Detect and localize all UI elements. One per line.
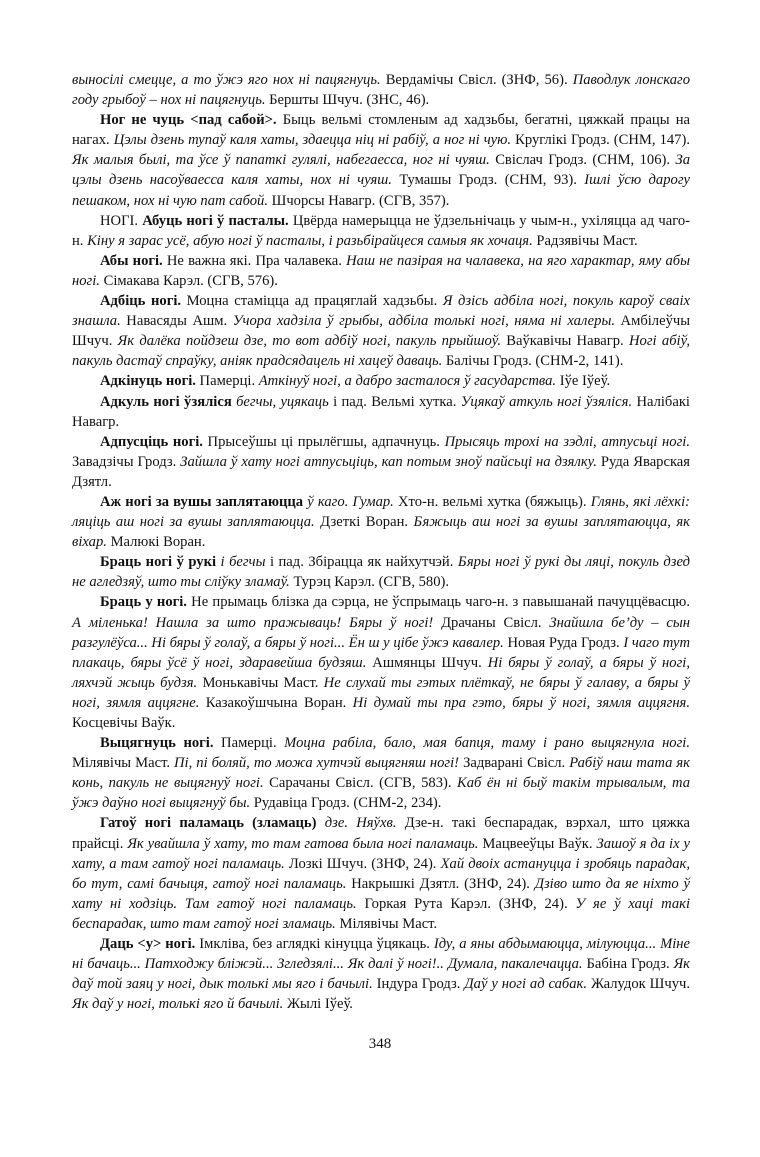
dictionary-entry	[72, 733, 690, 813]
entry-text: Драчаны Свісл.	[433, 614, 550, 631]
example-text: Як даў той заяц у ногі, дык толькі мы яго і бачылі.	[72, 956, 690, 993]
entry-text: Казакоўшчына Воран.	[199, 694, 353, 711]
entry-text: Памерці.	[213, 735, 285, 752]
entry-text: Мілявічы Маст.	[72, 755, 175, 772]
entry-text: Новая Руда Гродз.	[503, 634, 624, 651]
entry-text: Дзеткі Воран.	[314, 514, 414, 531]
example-text: Каб ён ні быў такім трывалым, та ўжэ даўно ногі выцягнуў бы.	[72, 775, 690, 812]
entry-text: Горкая Рута Карэл. (ЗНФ, 24).	[356, 895, 576, 912]
headword: Выцягнуць ногі.	[100, 735, 214, 752]
example-text: Аткінуў ногі, а дабро засталося ў гасударства.	[258, 373, 557, 390]
entry-text: Не важна які. Пра чалавека.	[162, 252, 347, 269]
entry-text: Налібакі Навагр.	[72, 393, 690, 430]
entry-text: Вердамічы Свісл. (ЗНФ, 56).	[380, 72, 573, 88]
entry-text: Накрышкі Дзятл. (ЗНФ, 24).	[346, 875, 535, 892]
entry-text: Мілявічы Маст.	[335, 915, 438, 932]
entry-text: Жылі Іўеў.	[283, 996, 353, 1013]
example-text: Хай двоіх астануцца і зробяць парадак, бо тут, самі бачыця, гатоў ногі паламаць.	[72, 855, 690, 892]
entry-text: Ваўкавічы Навагр.	[500, 333, 630, 350]
entry-text: Імкліва, без аглядкі кінуцца ўцякаць.	[195, 936, 434, 953]
example-text: А міленька! Нашла за што пражываць! Бяры ў ногі!	[72, 614, 434, 631]
dictionary-entry	[72, 492, 690, 552]
headword: Даць <у> ногі.	[100, 936, 196, 953]
example-text: Кіну я зарас усё, абую ногі ў пасталы, і разьбірайцеся самыя як хочаця.	[87, 232, 533, 249]
headword: Адкуль ногі ўзяліся	[100, 393, 232, 410]
entry-text: Мацвееўцы Ваўк.	[478, 835, 597, 852]
example-text: бегчы, уцякаць	[236, 393, 329, 410]
entry-text: Свіслач Гродз. (СНМ, 106).	[489, 152, 676, 169]
entry-text: Жалудок Шчуч.	[587, 976, 691, 993]
entry-text: Завадзічы Гродз.	[72, 453, 181, 470]
example-text: Як увайшла ў хату, то там гатова была ногі паламаць.	[127, 835, 479, 852]
entries-column	[72, 70, 690, 1014]
example-text: Даў у ногі ад сабак.	[464, 976, 588, 993]
entry-text	[317, 815, 325, 831]
example-text: Іду, а яны абдымаюцца, мілуюцца... Міне ні бачаць... Патходжу бліжэй... Згледзялі... Як далі ў ногі!.. Думала, пакалечацца.	[72, 936, 690, 973]
example-text: выносілі смецце, а то ўжэ яго нох ні пацягнуць.	[72, 72, 381, 88]
entry-text: Сімакава Карэл. (СГВ, 576).	[99, 272, 278, 289]
entry-text: НОГІ.	[100, 212, 143, 229]
dictionary-entry	[72, 251, 690, 291]
entry-text: Малюкі Воран.	[106, 534, 206, 551]
entry-text: Моцна стаміцца ад працяглай хадзьбы.	[181, 293, 443, 310]
entry-text: Турэц Карэл. (СГВ, 580).	[289, 574, 450, 591]
headword: Браць ногі ў рукі	[100, 554, 217, 571]
entry-text: Іўе Іўеў.	[556, 373, 611, 390]
dictionary-entry	[72, 110, 690, 210]
example-text: Ні бяры ў голаў, а бяры ў ногі, ляхчэй жыць будзя.	[72, 654, 690, 691]
entry-text: Быць вельмі стомленым ад хадзьбы, бегатні, цяжкай працы на нагах.	[72, 112, 690, 149]
entry-text: Круглікі Гродз. (СНМ, 147).	[511, 132, 690, 149]
example-text: І чаго тут плакаць, бяры ўсё ў ногі, здаравейша будзяш.	[72, 634, 691, 671]
dictionary-entry	[72, 291, 690, 371]
entry-text: і пад. Вельмі хутка.	[328, 393, 461, 410]
example-text: Наш не пазірая на чалавека, на яго характар, яму абы ногі.	[72, 252, 690, 289]
dictionary-entry	[72, 552, 690, 592]
example-text: Я дзісь адбіла ногі, покуль кароў сваіх знашла.	[72, 293, 690, 330]
entry-text: Індура Гродз.	[372, 976, 465, 993]
entry-text: Навасяды Ашм.	[120, 313, 233, 330]
headword: Абуць ногі ў пасталы.	[142, 212, 289, 229]
dictionary-entry	[72, 432, 690, 492]
headword: Аж ногі за вушы заплятаюцца	[100, 493, 304, 510]
dictionary-entry	[72, 592, 690, 733]
example-text: Глянь, які лёхкі: ляціць аш ногі за вушы заплятаюцца.	[72, 493, 690, 531]
example-text: Учора хадзіла ў грыбы, адбіла толькі ногі, няма ні халеры.	[232, 313, 615, 330]
example-text: Зашоў я да іх у хату, а там гатоў ногі паламаць.	[72, 835, 690, 872]
entry-text: Балічы Гродз. (СНМ-2, 141).	[442, 353, 624, 370]
example-text: Уцякаў аткуль ногі ўзяліся.	[460, 393, 633, 410]
dictionary-entry	[72, 371, 690, 391]
example-text: За цэлы дзень насоўваесса каля хаты, нох ні чуяш.	[72, 152, 690, 189]
dictionary-entry	[72, 934, 690, 1014]
example-text: Ішлі ўсю дарогу пешаком, нох ні чую пат сабой.	[72, 172, 690, 209]
example-text: Рабіў наш тата як конь, пакуль не выцягнуў ногі.	[72, 755, 690, 792]
example-text: Не слухай ты гэтых плёткаў, не бяры ў галаву, а бяры ў ногі, зямля аццягне.	[72, 674, 691, 711]
headword: Адпусціць ногі.	[100, 433, 203, 450]
entry-text: Памерці.	[195, 373, 259, 390]
dictionary-entry	[72, 70, 690, 110]
page-number: 348	[368, 1036, 392, 1052]
entry-text: Задварані Свісл.	[459, 755, 570, 772]
entry-text: Бершты Шчуч. (ЗНС, 46).	[265, 92, 430, 109]
example-text: дзе. Няўхв.	[324, 815, 397, 832]
example-text: Як малыя былі, та ўсе ў папаткі гулялі, набегаесса, ног ні чуяш.	[72, 152, 490, 169]
dictionary-entry	[72, 211, 690, 251]
entry-text: Не прымаць блізка да сэрца, не ўспрымаць чаго-н. з павышанай пачуццёвасцю.	[186, 594, 690, 611]
example-text: і бегчы	[220, 554, 266, 571]
example-text: Зайшла ў хату ногі атпусьціць, кап потым зноў пайсьці на дзялку.	[180, 453, 597, 470]
example-text: Ні думай ты пра гэто, бяры ў ногі, зямля аццягня.	[352, 694, 690, 711]
headword: Гатоў ногі паламаць (зламаць)	[100, 815, 317, 832]
example-text: Як даў у ногі, толькі яго й бачылі.	[72, 996, 284, 1013]
entry-text: Прысеўшы ці прылёгшы, адпачнуць.	[202, 433, 445, 450]
example-text: Дзіво што да яе ніхто ў хату ні ходзіць. Там гатоў ногі паламаць.	[72, 875, 690, 912]
example-text: Бяры ногі ў рукі ды ляці, покуль дзед не агледзяў, што ты сліўку зламаў.	[72, 554, 690, 591]
entry-text: і пад. Збірацца як найхутчэй.	[265, 554, 458, 571]
entry-text: Косцевічы Ваўк.	[72, 715, 176, 731]
headword: Адкінуць ногі.	[100, 373, 196, 390]
example-text: Знайшла бе’ду – сын разгулёўса... Ні бяры ў голаў, а бяры ў ногі... Ён ш у цібе ўжэ кавалер.	[72, 614, 690, 651]
entry-text: Дзе-н. такі беспарадак, вэрхал, што цяжка прайсці.	[72, 815, 690, 852]
example-text: У яе ў хаці такі беспарадак, што там гатоў ногі зламаць.	[72, 895, 691, 932]
example-text: Прысяць трохі на зэдлі, атпусьці ногі.	[444, 433, 690, 450]
entry-text: Руда Яварская Дзятл.	[72, 453, 691, 490]
example-text: Цэлы дзень тупаў каля хаты, здаецца ніц ні рабіў, а ног ні чую.	[113, 132, 512, 149]
example-text: ў каго. Гумар.	[307, 493, 394, 510]
example-text: Ногі абіў, пакуль дастаў спраўку, аніяк прадсядацель ні хацеў даваць.	[72, 333, 691, 370]
entry-text: Тумашы Гродз. (СНМ, 93).	[391, 172, 585, 189]
entry-text: Рудавіца Гродз. (СНМ-2, 234).	[250, 795, 442, 812]
entry-text: Шчорсы Навагр. (СГВ, 357).	[267, 192, 450, 209]
headword: Адбіць ногі.	[100, 293, 182, 310]
entry-text: Лозкі Шчуч. (ЗНФ, 24).	[284, 855, 441, 872]
example-text: Паводлук лонскаго году грыбоў – нох ні пацягнуць.	[72, 72, 690, 109]
entry-text: Монькавічы Маст.	[197, 674, 324, 691]
entry-text: Ашмянцы Шчуч.	[366, 654, 488, 671]
example-text: Пі, пі боляй, то можа хутчэй выцягняш ногі!	[174, 755, 460, 772]
entry-text: Хто-н. вельмі хутка (бяжыць).	[393, 493, 591, 510]
example-text: Моцна рабіла, бало, мая бапця, таму і рано выцягнула ногі.	[284, 735, 690, 752]
example-text: Бяжыць аш ногі за вушы заплятаюцца, як віхар.	[72, 514, 691, 551]
entry-text: Бабіна Гродз.	[582, 956, 674, 973]
example-text: Як далёка пойдзеш дзе, то вот адбіў ногі, пакуль прыйшоў.	[117, 333, 501, 350]
entry-text: Сарачаны Свісл. (СГВ, 583).	[263, 775, 458, 792]
entry-text: Цвёрда намерыцца не ўдзельнічаць у чым-н., ухіляцца ад чаго-н.	[72, 212, 690, 249]
headword: Ног не чуць <пад сабой>.	[100, 112, 277, 129]
entry-text: Радзявічы Маст.	[532, 232, 638, 249]
dictionary-entry	[72, 392, 690, 432]
dictionary-entry	[72, 813, 690, 934]
headword: Браць у ногі.	[100, 594, 187, 611]
entry-text: Амбілеўчы Шчуч.	[72, 313, 691, 350]
headword: Абы ногі.	[100, 252, 163, 269]
